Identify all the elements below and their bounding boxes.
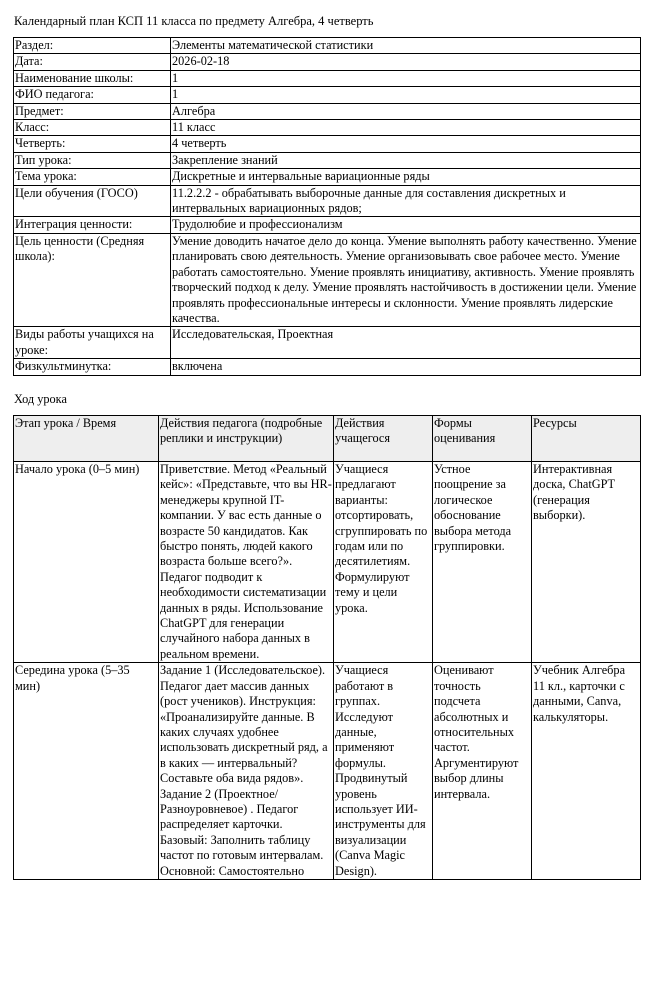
info-value: 1 [171, 70, 641, 86]
info-row [14, 169, 641, 185]
info-label: Цель ценности (Средняя школа): [14, 233, 171, 326]
cell-student: Учащиеся работают в группах. Исследуют данные, применяют формулы. Продвинутый уровень использует ИИ-инструменты для визуализации (Canva Magic Design). [334, 663, 433, 880]
info-value: включена [171, 359, 641, 375]
info-label: Цели обучения (ГОСО) [14, 185, 171, 217]
cell-stage: Середина урока (5–35 мин) [14, 663, 159, 880]
info-label: Дата: [14, 54, 171, 70]
info-value: Умение доводить начатое дело до конца. Умение выполнять работу качественно. Умение планировать свою деятельность. Умение организовывать свое рабочее место. Умение работать самостоятельно. Умение проявлять инициативу, активность. Умение проявлять творческий подход к делу. Умение проявлять настойчивость в достижении цели. Умение проявлять профессиональные интересы и склонности. Умение проявлять лидерские качества. [171, 233, 641, 326]
info-label: Тип урока: [14, 152, 171, 168]
table-row [14, 462, 641, 663]
table-row [14, 663, 641, 880]
info-value: Дискретные и интервальные вариационные ряды [171, 169, 641, 185]
info-value: Закрепление знаний [171, 152, 641, 168]
info-row [14, 327, 641, 359]
info-row [14, 136, 641, 152]
info-value: 2026-02-18 [171, 54, 641, 70]
page-title: Календарный план КСП 11 класса по предмету Алгебра, 4 четверть [14, 14, 374, 28]
info-label: Наименование школы: [14, 70, 171, 86]
cell-teacher: Приветствие. Метод «Реальный кейс»: «Представьте, что вы HR-менеджеры крупной IT-компании. У вас есть данные о возрасте 50 кандидатов. Как быстро понять, людей какого возраста больше всего?». Педагог подводит к необходимости систематизации данных в ряды. Использование ChatGPT для генерации случайного набора данных в реальном времени. [160, 462, 332, 661]
info-label: Интеграция ценности: [14, 217, 171, 233]
info-label: Четверть: [14, 136, 171, 152]
info-label: Физкультминутка: [14, 359, 171, 375]
info-row [14, 38, 641, 54]
header-resources: Ресурсы [532, 416, 641, 462]
cell-stage: Начало урока (0–5 мин) [14, 462, 159, 663]
info-row [14, 70, 641, 86]
cell-teacher: Задание 1 (Исследовательское). Педагог дает массив данных (рост учеников). Инструкция: «Проанализируйте данные. В каких случаях удобнее использовать дискретный ряд, а в каких — интервальный? Составьте оба вида рядов». Задание 2 (Проектное/Разноуровневое) . Педагог распределяет карточки. Базовый: Заполнить таблицу частот по готовым интервалам. Основной: Самостоятельно [159, 663, 334, 880]
cell-student: Учащиеся предлагают варианты: отсортировать, сгруппировать по годам или по десятилетиям. Формулируют тему и цели урока. [334, 462, 433, 663]
info-value: Исследовательская, Проектная [171, 327, 641, 359]
info-row [14, 359, 641, 375]
lesson-progress-table [13, 415, 641, 880]
info-value: Элементы математической статистики [171, 38, 641, 54]
info-row [14, 54, 641, 70]
cell-resources: Учебник Алгебра 11 кл., карточки с данными, Canva, калькуляторы. [532, 663, 641, 880]
cell-resources: Интерактивная доска, ChatGPT (генерация выборки). [532, 462, 641, 663]
info-row [14, 87, 641, 103]
info-row [14, 103, 641, 119]
info-row [14, 233, 641, 326]
info-value: 11.2.2.2 - обрабатывать выборочные данные для составления дискретных и интервальных вариационных рядов; [171, 185, 641, 217]
table-header-row [14, 416, 641, 462]
info-value: 11 класс [171, 120, 641, 136]
info-label: Виды работы учащихся на уроке: [14, 327, 171, 359]
info-label: Раздел: [14, 38, 171, 54]
info-value: 1 [171, 87, 641, 103]
header-student: Действия учащегося [334, 416, 433, 462]
info-row [14, 120, 641, 136]
cell-assessment: Устное поощрение за логическое обоснование выбора метода группировки. [433, 462, 532, 663]
header-teacher: Действия педагога (подробные реплики и инструкции) [159, 416, 334, 462]
info-value: Трудолюбие и профессионализм [171, 217, 641, 233]
info-row [14, 185, 641, 217]
header-assessment: Формы оценивания [433, 416, 532, 462]
info-value: 4 четверть [171, 136, 641, 152]
cell-assessment: Оценивают точность подсчета абсолютных и относительных частот. Аргументируют выбор длины интервала. [433, 663, 532, 880]
lesson-progress-heading: Ход урока [14, 392, 67, 406]
info-label: Предмет: [14, 103, 171, 119]
lesson-info-table [13, 37, 641, 376]
info-row [14, 217, 641, 233]
info-label: ФИО педагога: [14, 87, 171, 103]
info-row [14, 152, 641, 168]
info-label: Класс: [14, 120, 171, 136]
info-label: Тема урока: [14, 169, 171, 185]
info-value: Алгебра [171, 103, 641, 119]
header-stage: Этап урока / Время [14, 416, 159, 462]
